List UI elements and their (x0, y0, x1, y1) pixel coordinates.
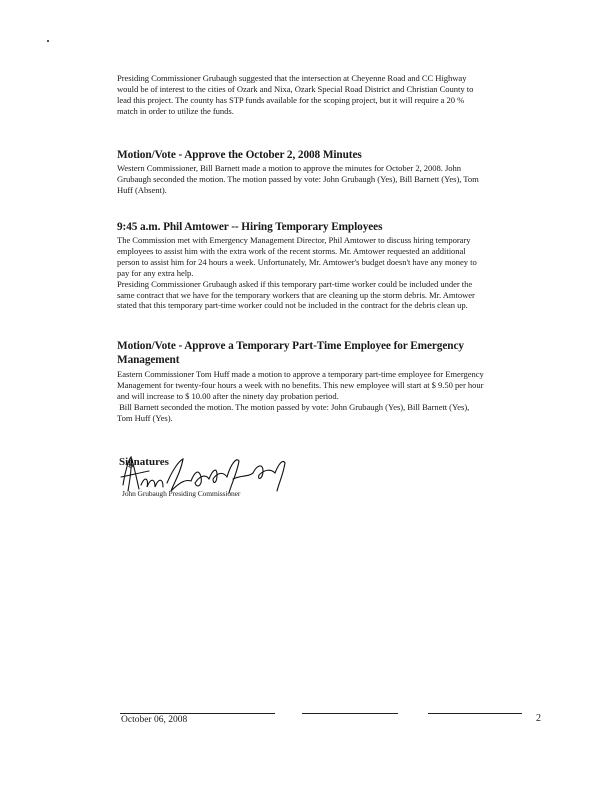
paragraph-line: same contract that we have for the temporary workers that are cleaning up the storm debris. Mr. Amtower (117, 289, 475, 300)
footer-rule (120, 713, 275, 714)
paragraph-line: Bill Barnett seconded the motion. The motion passed by vote: John Grubaugh (Yes), Bill Barnett (Yes), (117, 401, 470, 412)
footer-rule (428, 713, 522, 714)
paragraph-line: Presiding Commissioner Grubaugh asked if this temporary part-time worker could be included under the (117, 278, 473, 289)
paragraph-line: The Commission met with Emergency Management Director, Phil Amtower to discuss hiring temporary (117, 235, 471, 245)
paragraph-line: Eastern Commissioner Tom Huff made a motion to approve a temporary part-time employee for Emergency (117, 369, 484, 379)
paragraph-line: Presiding Commissioner Grubaugh suggested that the intersection at Cheyenne Road and CC Highway (117, 73, 467, 83)
hiring-section-body (117, 235, 549, 311)
paragraph-line: and will increase to $ 10.00 after the ninety day probation period. (117, 390, 339, 401)
paragraph-line: Management for twenty-four hours a week with no benefits. This new employee will start at $ 9.50 per hour (117, 379, 484, 390)
heading-line: Motion/Vote - Approve a Temporary Part-Time Employee for Emergency (117, 340, 464, 352)
paragraph-line: Huff (Absent). (117, 184, 167, 195)
intro-paragraph (117, 73, 549, 117)
paragraph-line: Grubaugh seconded the motion. The motion passed by vote: John Grubaugh (Yes), Bill Barnett (Yes), Tom (117, 173, 479, 184)
paragraph-line: person to assist him for 24 hours a week. Unfortunately, Mr. Amtower's budget doesn't have any money to (117, 256, 477, 267)
paragraph-line: would be of interest to the cities of Ozark and Nixa, Ozark Special Road District and Christian County to (117, 83, 474, 94)
paragraph-line: Western Commissioner, Bill Barnett made a motion to approve the minutes for October 2, 2008. John (117, 163, 462, 173)
signature-caption: John Grubaugh Presiding Commissioner (122, 489, 241, 498)
minutes-motion-body (117, 163, 549, 196)
hiring-section-heading: 9:45 a.m. Phil Amtower -- Hiring Temporary Employees (117, 221, 383, 233)
heading-line: Management (117, 353, 180, 366)
paragraph-line: stated that this temporary part-time worker could not be included in the contract for the debris clean up. (117, 300, 468, 311)
page-number: 2 (536, 713, 541, 724)
temp-employee-motion-heading (117, 340, 557, 367)
temp-employee-motion-body (117, 369, 549, 424)
scan-speck (47, 40, 49, 42)
paragraph-line: match in order to utilize the funds. (117, 105, 234, 116)
paragraph-line: Tom Huff (Yes). (117, 412, 173, 423)
paragraph-line: pay for any extra help. (117, 267, 194, 278)
paragraph-line: lead this project. The county has STP funds available for the scoping project, but it will require a 20 % (117, 94, 465, 105)
footer-rule (302, 713, 398, 714)
paragraph-line: employees to assist him with the extra work of the recent storms. Mr. Amtower requested an additional (117, 245, 466, 256)
signatures-heading: Signatures (119, 456, 169, 468)
footer-date: October 06, 2008 (121, 715, 188, 725)
minutes-motion-heading: Motion/Vote - Approve the October 2, 2008 Minutes (117, 149, 362, 161)
